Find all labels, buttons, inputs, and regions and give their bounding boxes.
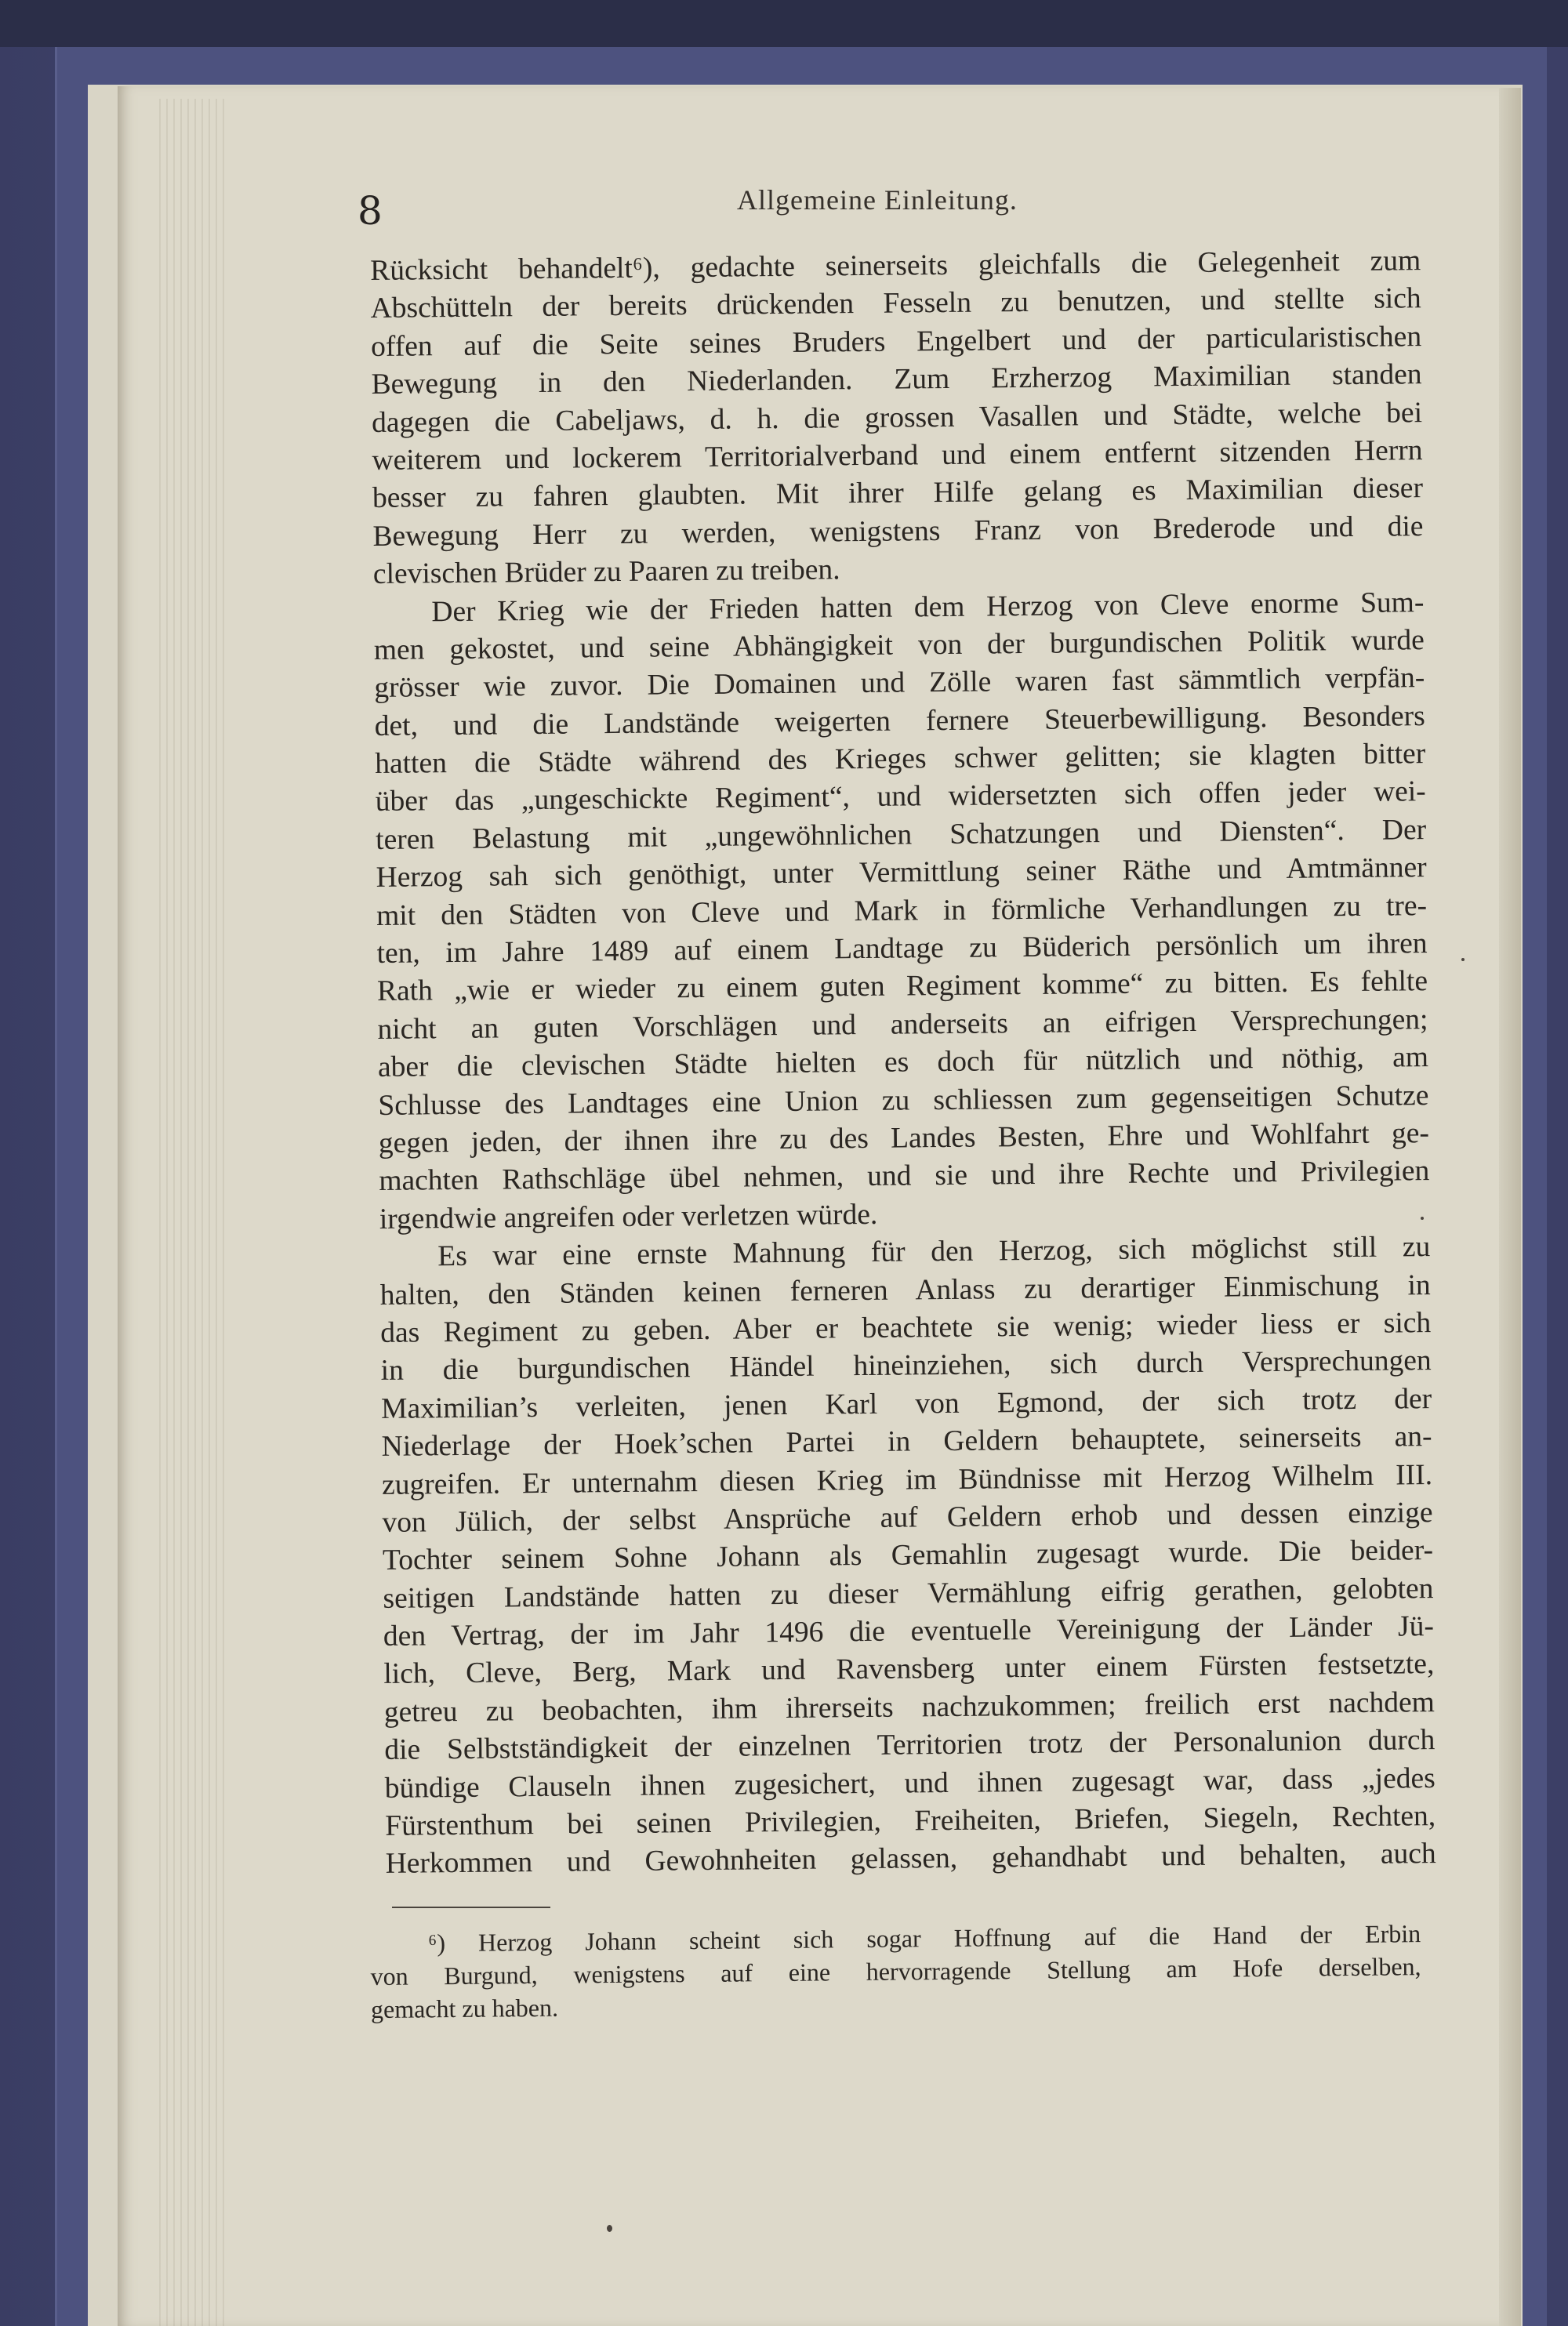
text-line: teren Belastung mit „ungewöhnlichen Schatzungen und Diensten“. Der	[375, 813, 1427, 856]
text-line: Maximilian’s verleiten, jenen Karl von Egmond, der sich trotz der	[380, 1382, 1432, 1425]
footnote-line: gemacht zu haben.	[370, 1993, 559, 2023]
paper-speck	[1421, 1217, 1424, 1220]
body-text	[370, 242, 1436, 1884]
paper-speck	[607, 2225, 612, 2232]
text-line: lich, Cleve, Berg, Mark und Ravensberg unter einem Fürsten festsetzte,	[383, 1648, 1435, 1691]
text-line: getreu zu beobachten, ihm ihrerseits nachzukommen; freilich erst nachdem	[383, 1686, 1436, 1729]
text-line: Abschütteln der bereits drückenden Fesseln zu benutzen, und stellte sich	[370, 282, 1421, 325]
page-gutter-edges	[154, 99, 224, 2326]
text-line: Fürstenthum bei seinen Privilegien, Freiheiten, Briefen, Siegeln, Rechten,	[385, 1800, 1436, 1842]
text-line: Rücksicht behandelt⁶), gedachte seinerseits gleichfalls die Gelegenheit zum	[370, 245, 1421, 287]
text-line: grösser wie zuvor. Die Domainen und Zölle waren fast sämmtlich verpfän-	[374, 662, 1425, 705]
page-fore-edge	[1499, 88, 1521, 2326]
footnote-line: von Burgund, wenigstens auf eine hervorragende Stellung am Hofe derselben,	[370, 1952, 1421, 1990]
text-line: in die burgundischen Händel hineinziehen, sich durch Versprechungen	[380, 1344, 1432, 1388]
text-line: Bewegung Herr zu werden, wenigstens Franz von Brederode und die	[372, 510, 1424, 553]
text-line: Herzog sah sich genöthigt, unter Vermittlung seiner Räthe und Amtmänner	[376, 851, 1427, 894]
text-line: halten, den Ständen keinen ferneren Anlass zu derartiger Einmischung in	[379, 1268, 1431, 1312]
text-line: Rath „wie er wieder zu einem guten Regiment komme“ zu bitten. Es fehlte	[376, 965, 1428, 1008]
text-line: den Vertrag, der im Jahr 1496 die eventuelle Vereinigung der Länder Jü-	[383, 1610, 1435, 1653]
text-line: das Regiment zu geben. Aber er beachtete sie wenig; wieder liess er sich	[380, 1307, 1432, 1349]
text-line: machten Rathschläge übel nehmen, und sie und ihre Rechte und Privilegien	[379, 1155, 1430, 1198]
text-line: ten, im Jahre 1489 auf einem Landtage zu Büderich persönlich um ihren	[376, 927, 1428, 970]
text-line: Herkommen und Gewohnheiten gelassen, gehandhabt und behalten, auch	[385, 1838, 1436, 1881]
text-line: bündige Clauseln ihnen zugesichert, und ihnen zugesagt war, dass „jedes	[384, 1762, 1436, 1805]
text-line: über das „ungeschickte Regiment“, und widersetzten sich offen jeder wei-	[375, 775, 1426, 818]
text-line: offen auf die Seite seines Bruders Engelbert und der particularistischen	[370, 320, 1422, 363]
running-header: Allgemeine Einleitung.	[737, 184, 1018, 216]
footnote-rule	[392, 1907, 550, 1908]
text-line: gegen jeden, der ihnen ihre zu des Landes Besten, Ehre und Wohlfahrt ge-	[378, 1117, 1430, 1159]
text-line: men gekostet, und seine Abhängigkeit von der burgundischen Politik wurde	[373, 624, 1425, 666]
footnote	[370, 1917, 1421, 2026]
text-line: Bewegung in den Niederlanden. Zum Erzherzog Maximilian standen	[371, 358, 1422, 401]
page-number: 8	[358, 188, 383, 234]
text-line: aber die clevischen Städte hielten es doch für nützlich und nöthig, am	[377, 1041, 1429, 1084]
text-line: det, und die Landstände weigerten fernere Steuerbewilligung. Besonders	[374, 699, 1425, 742]
footnote-line: ⁶) Herzog Johann scheint sich sogar Hoffnung auf die Hand der Erbin	[428, 1919, 1421, 1958]
text-line: seitigen Landstände hatten zu dieser Vermählung eifrig gerathen, gelobten	[383, 1572, 1434, 1615]
text-line: zugreifen. Er unternahm diesen Krieg im Bündnisse mit Herzog Wilhelm III.	[381, 1458, 1433, 1501]
text-line: die Selbstständigkeit der einzelnen Territorien trotz der Personalunion durch	[384, 1724, 1436, 1767]
text-line: nicht an guten Vorschlägen und anderseits an eifrigen Versprechungen;	[377, 1003, 1428, 1046]
text-line: mit den Städten von Cleve und Mark in förmliche Verhandlungen zu tre-	[376, 889, 1428, 932]
text-line: besser zu fahren glaubten. Mit ihrer Hilfe gelang es Maximilian dieser	[372, 472, 1424, 515]
text-line: Niederlage der Hoek’schen Partei in Geldern behauptete, seinerseits an-	[381, 1421, 1432, 1464]
text-line: irgendwie angreifen oder verletzen würde.	[379, 1198, 878, 1236]
paper-speck	[1461, 958, 1465, 961]
paragraph-first-line: Der Krieg wie der Frieden hatten dem Herzog von Cleve enorme Sum-	[431, 586, 1425, 628]
text-line: Tochter seinem Sohne Johann als Gemahlin zugesagt wurde. Die beider-	[382, 1534, 1434, 1577]
text-line: von Jülich, der selbst Ansprüche auf Geldern erhob und dessen einzige	[382, 1496, 1433, 1539]
text-line: dagegen die Cabeljaws, d. h. die grossen Vasallen und Städte, welche bei	[371, 396, 1423, 439]
text-line: clevischen Brüder zu Paaren zu treiben.	[372, 553, 840, 591]
paragraph-first-line: Es war eine ernste Mahnung für den Herzog, sich möglichst still zu	[437, 1231, 1431, 1273]
text-line: Schlusse des Landtages eine Union zu schliessen zum gegenseitigen Schutze	[378, 1079, 1429, 1122]
scan-background-strip	[0, 0, 1568, 47]
text-line: hatten die Städte während des Krieges schwer gelitten; sie klagten bitter	[375, 738, 1426, 781]
text-line: weiterem und lockerem Territorialverband und einem entfernt sitzenden Herrn	[372, 434, 1423, 477]
